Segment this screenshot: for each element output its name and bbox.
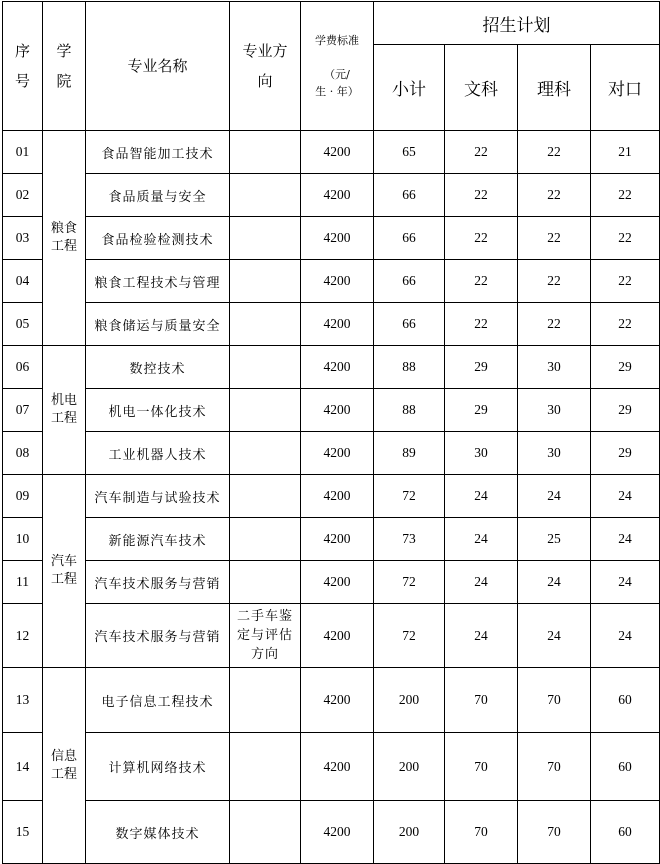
- direction-cell: [230, 389, 301, 432]
- fee-cell: 4200: [301, 733, 374, 801]
- fee-cell: 4200: [301, 174, 374, 217]
- major-cell: 计算机网络技术: [86, 733, 230, 801]
- header-fee: 学费标准 （元/ 生 · 年）: [301, 2, 374, 131]
- arts-cell: 24: [445, 561, 518, 604]
- direction-cell: [230, 303, 301, 346]
- header-plan-title: 招生计划: [374, 2, 660, 45]
- direction-cell: [230, 518, 301, 561]
- fee-cell: 4200: [301, 217, 374, 260]
- science-cell: 22: [518, 303, 591, 346]
- fee-cell: 4200: [301, 260, 374, 303]
- total-cell: 65: [374, 131, 445, 174]
- direction-cell: [230, 432, 301, 475]
- direction-cell: 二手车鉴 定与评估 方向: [230, 604, 301, 668]
- direction-cell: [230, 668, 301, 733]
- header-vocational: 对口: [591, 45, 660, 131]
- seq-cell: 08: [3, 432, 43, 475]
- vocational-cell: 22: [591, 260, 660, 303]
- arts-cell: 24: [445, 604, 518, 668]
- fee-cell: 4200: [301, 303, 374, 346]
- vocational-cell: 29: [591, 346, 660, 389]
- science-cell: 70: [518, 733, 591, 801]
- seq-cell: 07: [3, 389, 43, 432]
- vocational-cell: 24: [591, 475, 660, 518]
- total-cell: 200: [374, 668, 445, 733]
- table-row: [3, 260, 660, 303]
- arts-cell: 22: [445, 131, 518, 174]
- seq-cell: 14: [3, 733, 43, 801]
- header-major-name: 专业名称: [86, 2, 230, 131]
- header-direction: 专业方 向: [230, 2, 301, 131]
- header-total: 小计: [374, 45, 445, 131]
- total-cell: 88: [374, 346, 445, 389]
- science-cell: 30: [518, 389, 591, 432]
- fee-cell: 4200: [301, 346, 374, 389]
- arts-cell: 22: [445, 260, 518, 303]
- major-cell: 粮食储运与质量安全: [86, 303, 230, 346]
- science-cell: 22: [518, 217, 591, 260]
- arts-cell: 29: [445, 346, 518, 389]
- vocational-cell: 29: [591, 432, 660, 475]
- seq-cell: 03: [3, 217, 43, 260]
- arts-cell: 70: [445, 668, 518, 733]
- fee-cell: 4200: [301, 131, 374, 174]
- science-cell: 70: [518, 668, 591, 733]
- vocational-cell: 21: [591, 131, 660, 174]
- seq-cell: 15: [3, 801, 43, 864]
- seq-cell: 02: [3, 174, 43, 217]
- science-cell: 24: [518, 561, 591, 604]
- total-cell: 66: [374, 217, 445, 260]
- major-cell: 汽车制造与试验技术: [86, 475, 230, 518]
- fee-cell: 4200: [301, 475, 374, 518]
- vocational-cell: 22: [591, 174, 660, 217]
- seq-cell: 12: [3, 604, 43, 668]
- science-cell: 22: [518, 260, 591, 303]
- header-science: 理科: [518, 45, 591, 131]
- science-cell: 22: [518, 174, 591, 217]
- seq-cell: 04: [3, 260, 43, 303]
- table-row: [3, 217, 660, 260]
- fee-cell: 4200: [301, 561, 374, 604]
- table-row: [3, 475, 660, 518]
- science-cell: 70: [518, 801, 591, 864]
- total-cell: 89: [374, 432, 445, 475]
- total-cell: 72: [374, 604, 445, 668]
- seq-cell: 06: [3, 346, 43, 389]
- major-cell: 汽车技术服务与营销: [86, 604, 230, 668]
- total-cell: 200: [374, 801, 445, 864]
- fee-cell: 4200: [301, 432, 374, 475]
- table-row: [3, 668, 660, 733]
- total-cell: 66: [374, 303, 445, 346]
- direction-cell: [230, 561, 301, 604]
- science-cell: 24: [518, 604, 591, 668]
- major-cell: 汽车技术服务与营销: [86, 561, 230, 604]
- arts-cell: 30: [445, 432, 518, 475]
- table-row: [3, 801, 660, 864]
- major-cell: 粮食工程技术与管理: [86, 260, 230, 303]
- arts-cell: 24: [445, 518, 518, 561]
- table-row: [3, 346, 660, 389]
- science-cell: 22: [518, 131, 591, 174]
- science-cell: 30: [518, 432, 591, 475]
- science-cell: 24: [518, 475, 591, 518]
- header-arts: 文科: [445, 45, 518, 131]
- table-row: [3, 733, 660, 801]
- vocational-cell: 60: [591, 668, 660, 733]
- major-cell: 食品检验检测技术: [86, 217, 230, 260]
- table-row: [3, 561, 660, 604]
- header-college: 学 院: [43, 2, 86, 131]
- major-cell: 食品质量与安全: [86, 174, 230, 217]
- arts-cell: 22: [445, 174, 518, 217]
- major-cell: 食品智能加工技术: [86, 131, 230, 174]
- college-cell-automotive: 汽车 工程: [43, 475, 86, 668]
- fee-cell: 4200: [301, 518, 374, 561]
- seq-cell: 13: [3, 668, 43, 733]
- header-seq: 序 号: [3, 2, 43, 131]
- science-cell: 25: [518, 518, 591, 561]
- fee-cell: 4200: [301, 801, 374, 864]
- college-cell-information: 信息 工程: [43, 668, 86, 864]
- direction-cell: [230, 260, 301, 303]
- major-cell: 数控技术: [86, 346, 230, 389]
- college-cell-mechatronics: 机电 工程: [43, 346, 86, 475]
- arts-cell: 70: [445, 733, 518, 801]
- arts-cell: 22: [445, 303, 518, 346]
- direction-cell: [230, 131, 301, 174]
- seq-cell: 10: [3, 518, 43, 561]
- table-row: [3, 174, 660, 217]
- seq-cell: 01: [3, 131, 43, 174]
- vocational-cell: 24: [591, 561, 660, 604]
- major-cell: 数字媒体技术: [86, 801, 230, 864]
- seq-cell: 05: [3, 303, 43, 346]
- vocational-cell: 22: [591, 217, 660, 260]
- arts-cell: 29: [445, 389, 518, 432]
- table-row: [3, 604, 660, 668]
- arts-cell: 24: [445, 475, 518, 518]
- college-cell-grain: 粮食 工程: [43, 131, 86, 346]
- vocational-cell: 22: [591, 303, 660, 346]
- major-cell: 工业机器人技术: [86, 432, 230, 475]
- direction-cell: [230, 217, 301, 260]
- major-cell: 电子信息工程技术: [86, 668, 230, 733]
- table-row: [3, 303, 660, 346]
- arts-cell: 22: [445, 217, 518, 260]
- science-cell: 30: [518, 346, 591, 389]
- fee-cell: 4200: [301, 668, 374, 733]
- total-cell: 73: [374, 518, 445, 561]
- total-cell: 72: [374, 561, 445, 604]
- total-cell: 66: [374, 260, 445, 303]
- direction-cell: [230, 733, 301, 801]
- direction-cell: [230, 346, 301, 389]
- direction-cell: [230, 174, 301, 217]
- major-cell: 新能源汽车技术: [86, 518, 230, 561]
- fee-cell: 4200: [301, 389, 374, 432]
- enrollment-plan-table: [2, 1, 660, 864]
- direction-cell: [230, 475, 301, 518]
- total-cell: 66: [374, 174, 445, 217]
- vocational-cell: 29: [591, 389, 660, 432]
- table-row: [3, 432, 660, 475]
- vocational-cell: 60: [591, 733, 660, 801]
- major-cell: 机电一体化技术: [86, 389, 230, 432]
- total-cell: 200: [374, 733, 445, 801]
- vocational-cell: 60: [591, 801, 660, 864]
- direction-cell: [230, 801, 301, 864]
- table-row: [3, 389, 660, 432]
- seq-cell: 09: [3, 475, 43, 518]
- vocational-cell: 24: [591, 604, 660, 668]
- fee-cell: 4200: [301, 604, 374, 668]
- total-cell: 72: [374, 475, 445, 518]
- vocational-cell: 24: [591, 518, 660, 561]
- seq-cell: 11: [3, 561, 43, 604]
- table-row: [3, 518, 660, 561]
- arts-cell: 70: [445, 801, 518, 864]
- total-cell: 88: [374, 389, 445, 432]
- table-row: [3, 131, 660, 174]
